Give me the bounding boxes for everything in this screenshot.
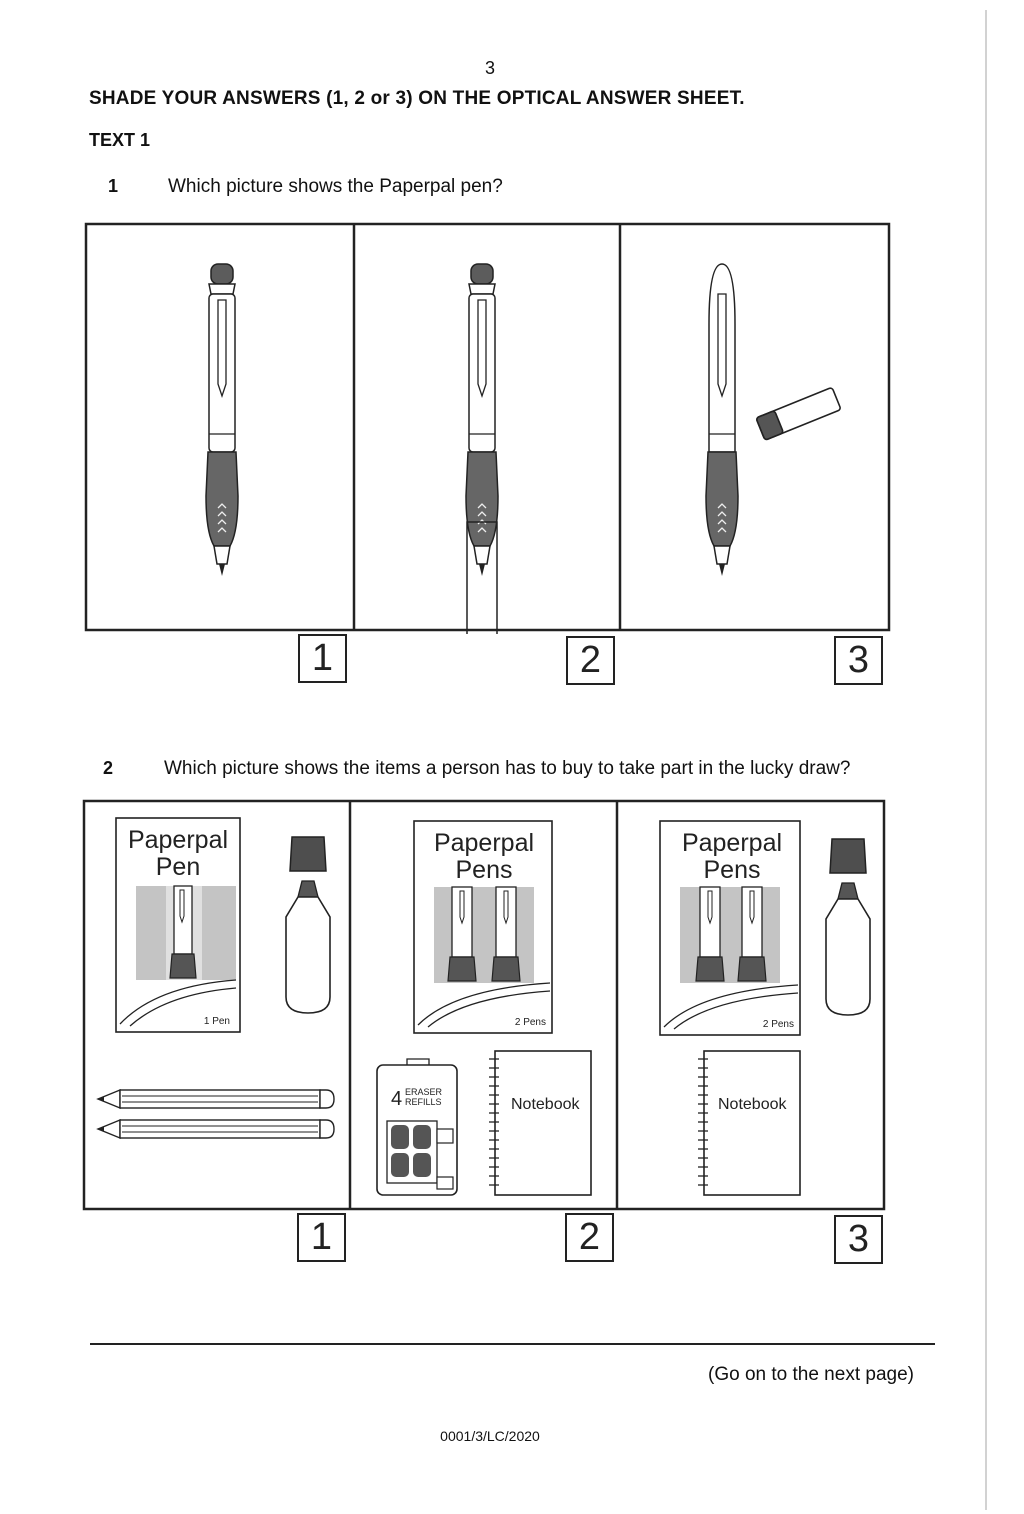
q1-pic3-pen xyxy=(706,264,738,576)
q2-pic3-pack-title-2: Pens xyxy=(703,856,761,884)
q1-pic1-pen xyxy=(206,264,238,576)
q2-pic1-pack-title-2: Pen xyxy=(155,853,201,881)
q2-pic3-highlighter xyxy=(826,839,870,1015)
q2-pic2-eraser-number: 4 xyxy=(391,1088,403,1110)
question-1-number: 1 xyxy=(108,176,119,196)
q2-pic2-eraser-refills xyxy=(377,1059,457,1195)
q2-option-2-box[interactable]: 2 xyxy=(565,1213,614,1262)
q2-pic2-pen-pack xyxy=(414,821,552,1033)
scan-edge-line xyxy=(985,10,987,1510)
q2-pic2-eraser-label-2: REFILLS xyxy=(405,1097,442,1107)
paper-code: 0001/3/LC/2020 xyxy=(440,1428,540,1444)
go-to-next-page-note: (Go on to the next page) xyxy=(708,1364,914,1385)
q2-option-3-box[interactable]: 3 xyxy=(834,1215,883,1264)
q2-pic2-eraser-label-1: ERASER xyxy=(405,1087,443,1097)
q2-option-1-box[interactable]: 1 xyxy=(297,1213,346,1262)
question-1-text: Which picture shows the Paperpal pen? xyxy=(168,176,503,197)
q1-option-3-box[interactable]: 3 xyxy=(834,636,883,685)
instruction-heading: SHADE YOUR ANSWERS (1, 2 or 3) ON THE OPTICAL ANSWER SHEET. xyxy=(89,88,745,109)
q2-pic1-pencil-2 xyxy=(98,1120,334,1138)
q1-option-2-box[interactable]: 2 xyxy=(566,636,615,685)
q2-pic1-highlighter xyxy=(286,837,330,1013)
q2-pic3-pen-pack xyxy=(660,821,800,1035)
section-title: TEXT 1 xyxy=(89,130,151,150)
q2-pic2-pack-title-1: Paperpal xyxy=(433,829,535,857)
question-1-picture-grid xyxy=(84,222,892,634)
q2-pic2-pack-count: 2 Pens xyxy=(514,1017,546,1028)
q2-pic3-pack-count: 2 Pens xyxy=(762,1019,794,1030)
footer-divider xyxy=(90,1343,935,1345)
q2-pic1-pack-title-1: Paperpal xyxy=(127,826,229,854)
q2-pic1-pen-pack xyxy=(116,818,240,1032)
q2-pic3-notebook xyxy=(698,1051,800,1195)
q2-pic1-pencil-1 xyxy=(98,1090,334,1108)
q1-option-1-box[interactable]: 1 xyxy=(298,634,347,683)
q2-pic2-notebook-label: Notebook xyxy=(511,1096,580,1113)
q2-pic3-notebook-label: Notebook xyxy=(718,1096,787,1113)
q2-pic1-pack-count: 1 Pen xyxy=(203,1016,230,1027)
page-number: 3 xyxy=(484,58,495,78)
q2-pic2-notebook xyxy=(489,1051,591,1195)
q2-pic3-pack-title-1: Paperpal xyxy=(681,829,783,857)
q2-pic2-pack-title-2: Pens xyxy=(455,856,513,884)
question-2-picture-grid xyxy=(82,799,888,1213)
question-2-text: Which picture shows the items a person has to buy to take part in the lucky draw? xyxy=(164,758,851,779)
question-2-number: 2 xyxy=(103,758,114,778)
